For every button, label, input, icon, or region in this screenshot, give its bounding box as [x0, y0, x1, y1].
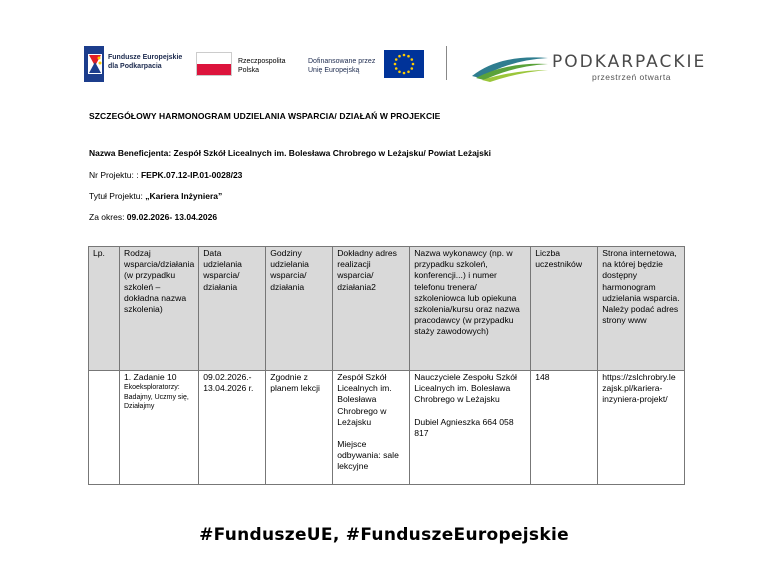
- eu-flag-icon: [384, 50, 424, 78]
- period-label: Za okres:: [89, 212, 127, 222]
- cell-date: 09.02.2026.- 13.04.2026 r.: [199, 371, 266, 485]
- period-line: [89, 212, 217, 222]
- project-title-line: [89, 191, 222, 201]
- table-row: [89, 371, 685, 485]
- beneficiary-line: Nazwa Beneficjenta: Zespół Szkół Licealnych im. Bolesława Chrobrego w Leżajsku/ Powiat Leżajski: [89, 148, 491, 158]
- cell-contractor-name: Nauczyciele Zespołu Szkół Licealnych im. Bolesława Chrobrego w Leżajsku: [414, 372, 517, 405]
- header-contractor: Nazwa wykonawcy (np. w przypadku szkoleń, konferencji...) i numer telefonu trenera/ szkoleniowca lub opiekuna szkolenia/kursu oraz nazwa pracodawcy (w przypadku staży zawodowych): [410, 247, 531, 371]
- eu-logo: [308, 48, 426, 80]
- cell-support-type: [120, 371, 199, 485]
- cell-task-detail: Ekoeksploratorzy: Badajmy, Uczmy się, Działajmy: [124, 384, 189, 411]
- header-support-type: Rodzaj wsparcia/działania (w przypadku szkoleń – dokładna nazwa szkolenia): [120, 247, 199, 371]
- cell-address-school: Zespół Szkół Licealnych im. Bolesława Chrobrego w Leżajsku: [337, 372, 392, 427]
- fe-star-icon: [84, 46, 106, 82]
- cell-contractor: [410, 371, 531, 485]
- fundusze-europejskie-logo: [84, 46, 194, 82]
- header-address: Dokładny adres realizacji wsparcia/ działania2: [333, 247, 410, 371]
- project-title-value: „Kariera Inżyniera”: [145, 191, 223, 201]
- cell-address: [333, 371, 410, 485]
- cell-lp: [89, 371, 120, 485]
- footer-hashtags: #FunduszeUE, #FunduszeEuropejskie: [199, 525, 569, 545]
- header-lp: Lp.: [89, 247, 120, 371]
- logo-bar: [0, 40, 768, 90]
- header-participants: Liczba uczestników: [531, 247, 598, 371]
- cell-address-place: Miejsce odbywania: sale lekcyjne: [337, 439, 399, 472]
- project-number-label: Nr Projektu: :: [89, 170, 141, 180]
- rp-line1: Rzeczpospolita: [238, 58, 286, 65]
- period-value: 09.02.2026- 13.04.2026: [126, 212, 218, 222]
- polish-flag-icon: [196, 52, 232, 76]
- cell-hours: Zgodnie z planem lekcji: [266, 371, 333, 485]
- mountain-waves-icon: [470, 48, 550, 82]
- header-hours: Godziny udzielania wsparcia/ działania: [266, 247, 333, 371]
- project-number-value: FEPK.07.12-IP.01-0028/23: [140, 170, 243, 180]
- cell-task-name: 1. Zadanie 10: [124, 372, 177, 382]
- header-website: Strona internetowa, na której będzie dostępny harmonogram udzielania wsparcia. Należy podać adres strony www: [598, 247, 685, 371]
- project-title-label: Tytuł Projektu:: [89, 191, 146, 201]
- cell-website: https://zslchrobry.le zajsk.pl/kariera-inzyniera-projekt/: [598, 371, 685, 485]
- project-number-line: [89, 170, 242, 180]
- eu-line1: Dofinansowane przez: [308, 58, 376, 65]
- rzeczpospolita-logo: [196, 48, 306, 80]
- podkarpackie-name: PODKARPACKIE: [552, 52, 707, 72]
- rp-line2: Polska: [238, 67, 260, 74]
- schedule-table: [88, 246, 685, 485]
- podkarpackie-logo: [470, 42, 707, 86]
- header-date: Data udzielania wsparcia/ działania: [199, 247, 266, 371]
- cell-participants: 148: [531, 371, 598, 485]
- eu-line2: Unię Europejską: [308, 67, 360, 74]
- table-header-row: [89, 247, 685, 371]
- logo-divider: [446, 46, 447, 80]
- fe-line1: Fundusze Europejskie: [108, 54, 183, 61]
- fe-line2: dla Podkarpacia: [108, 63, 162, 70]
- podkarpackie-tagline: przestrzeń otwarta: [592, 72, 671, 82]
- cell-contractor-contact: Dubiel Agnieszka 664 058 817: [414, 416, 514, 438]
- document-heading: SZCZEGÓŁOWY HARMONOGRAM UDZIELANIA WSPARCIA/ DZIAŁAŃ W PROJEKCIE: [89, 111, 441, 121]
